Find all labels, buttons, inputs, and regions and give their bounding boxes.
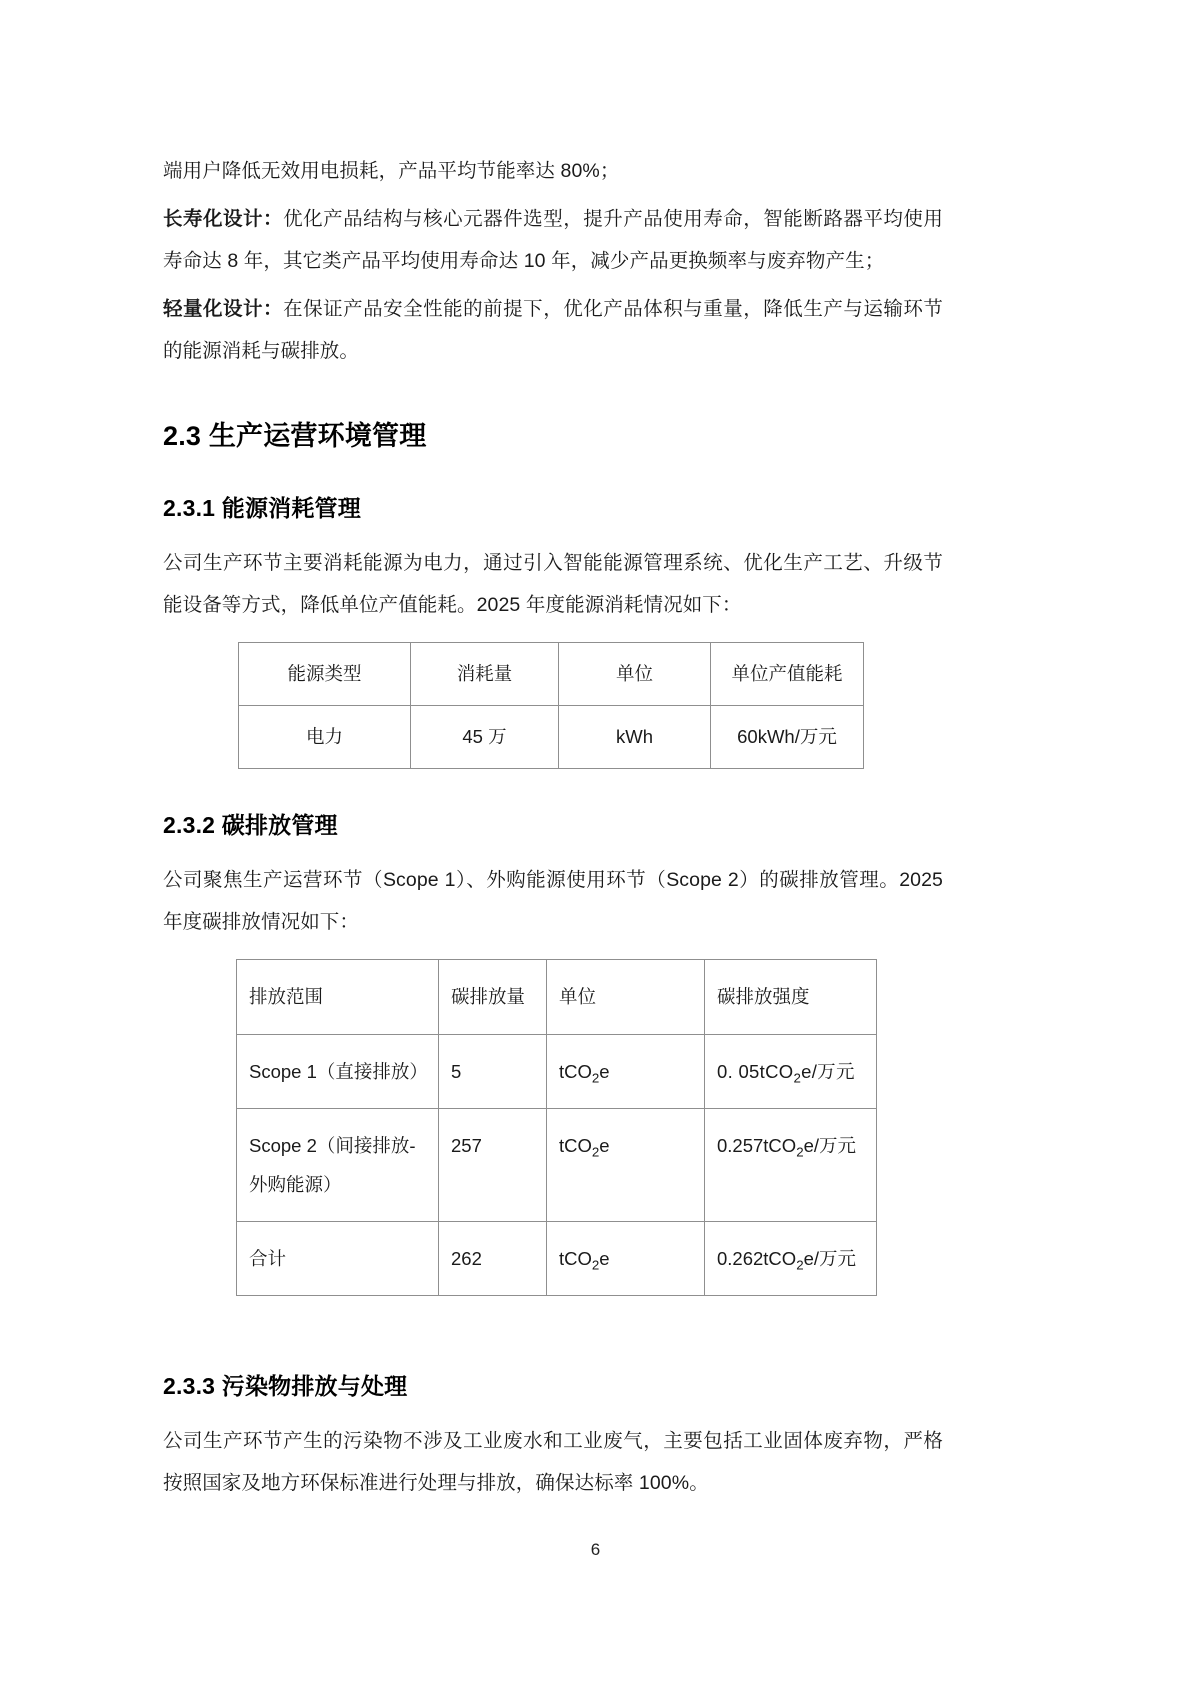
col-header-emission-unit: 单位	[547, 960, 705, 1035]
paragraph-energy-intro: 公司生产环节主要消耗能源为电力，通过引入智能能源管理系统、优化生产工艺、升级节能设备等方式，降低单位产值能耗。2025 年度能源消耗情况如下：	[163, 552, 943, 616]
carbon-table-wrapper	[163, 959, 943, 1296]
intensity-suffix: e/万元	[803, 1135, 857, 1156]
heading-2-3: 2.3 生产运营环境管理	[163, 421, 427, 451]
unit-subscript: 2	[591, 1257, 600, 1273]
heading-2-3-1: 2.3.1 能源消耗管理	[163, 495, 361, 521]
cell-emission-amount: 5	[439, 1035, 547, 1109]
cell-emission-intensity	[705, 1035, 877, 1109]
intensity-suffix: e/万元	[803, 1248, 857, 1269]
table-row	[237, 1222, 877, 1296]
cell-emission-amount: 262	[439, 1222, 547, 1296]
cell-emission-unit	[547, 1035, 705, 1109]
cell-intensity: 60kWh/万元	[711, 706, 864, 769]
unit-suffix: e	[599, 1248, 610, 1269]
energy-consumption-table	[238, 642, 864, 769]
table-row	[237, 1109, 877, 1222]
col-header-consumption: 消耗量	[411, 643, 559, 706]
heading-2-3-2: 2.3.2 碳排放管理	[163, 812, 338, 838]
paragraph-continued: 端用户降低无效用电损耗，产品平均节能率达 80%；	[163, 160, 620, 182]
table-header-row	[237, 960, 877, 1035]
cell-unit: kWh	[559, 706, 711, 769]
paragraph-carbon-intro: 公司聚焦生产运营环节（Scope 1）、外购能源使用环节（Scope 2）的碳排放管理。2025 年度碳排放情况如下：	[163, 869, 943, 933]
paragraph-long-life-text: 优化产品结构与核心元器件选型，提升产品使用寿命，智能断路器平均使用寿命达 8 年，其它类产品平均使用寿命达 10 年，减少产品更换频率与废弃物产生；	[163, 208, 943, 272]
cell-energy-type: 电力	[239, 706, 411, 769]
unit-suffix: e	[599, 1135, 610, 1156]
paragraph-lightweight-design	[163, 288, 943, 372]
page-number: 6	[590, 1540, 601, 1559]
table-row	[239, 706, 864, 769]
unit-subscript: 2	[591, 1144, 600, 1160]
col-header-emission-scope: 排放范围	[237, 960, 439, 1035]
intensity-prefix: 0. 05tCO	[717, 1061, 794, 1082]
col-header-emission-intensity: 碳排放强度	[705, 960, 877, 1035]
intensity-subscript: 2	[796, 1257, 804, 1273]
cell-emission-scope: Scope 2（间接排放-外购能源）	[237, 1109, 439, 1222]
carbon-emission-table	[236, 959, 877, 1296]
paragraph-lightweight-text: 在保证产品安全性能的前提下，优化产品体积与重量，降低生产与运输环节的能源消耗与碳排放。	[163, 298, 943, 362]
heading-2-3-3: 2.3.3 污染物排放与处理	[163, 1373, 408, 1399]
unit-prefix: tCO	[559, 1135, 592, 1156]
intensity-prefix: 0.262tCO	[717, 1248, 797, 1269]
intensity-subscript: 2	[793, 1070, 802, 1086]
unit-subscript: 2	[591, 1070, 600, 1086]
cell-emission-amount: 257	[439, 1109, 547, 1222]
paragraph-pollutant: 公司生产环节产生的污染物不涉及工业废水和工业废气，主要包括工业固体废弃物，严格按照国家及地方环保标准进行处理与排放，确保达标率 100%。	[163, 1430, 943, 1494]
unit-prefix: tCO	[559, 1061, 592, 1082]
col-header-intensity: 单位产值能耗	[711, 643, 864, 706]
table-row	[237, 1035, 877, 1109]
col-header-emission-amount: 碳排放量	[439, 960, 547, 1035]
intensity-prefix: 0.257tCO	[717, 1135, 797, 1156]
energy-table-wrapper	[163, 642, 943, 769]
intensity-subscript: 2	[796, 1144, 804, 1160]
page-content	[163, 150, 943, 1510]
col-header-unit: 单位	[559, 643, 711, 706]
cell-emission-intensity	[705, 1109, 877, 1222]
cell-emission-unit	[547, 1109, 705, 1222]
cell-emission-scope: 合计	[237, 1222, 439, 1296]
cell-emission-intensity	[705, 1222, 877, 1296]
paragraph-long-life-design	[163, 198, 943, 282]
paragraph-lightweight-lead: 轻量化设计：	[163, 298, 284, 320]
paragraph-long-life-lead: 长寿化设计：	[163, 208, 284, 230]
intensity-suffix: e/万元	[801, 1061, 855, 1082]
col-header-energy-type: 能源类型	[239, 643, 411, 706]
table-header-row	[239, 643, 864, 706]
unit-suffix: e	[599, 1061, 610, 1082]
cell-consumption: 45 万	[411, 706, 559, 769]
cell-emission-scope: Scope 1（直接排放）	[237, 1035, 439, 1109]
cell-emission-unit	[547, 1222, 705, 1296]
unit-prefix: tCO	[559, 1248, 592, 1269]
